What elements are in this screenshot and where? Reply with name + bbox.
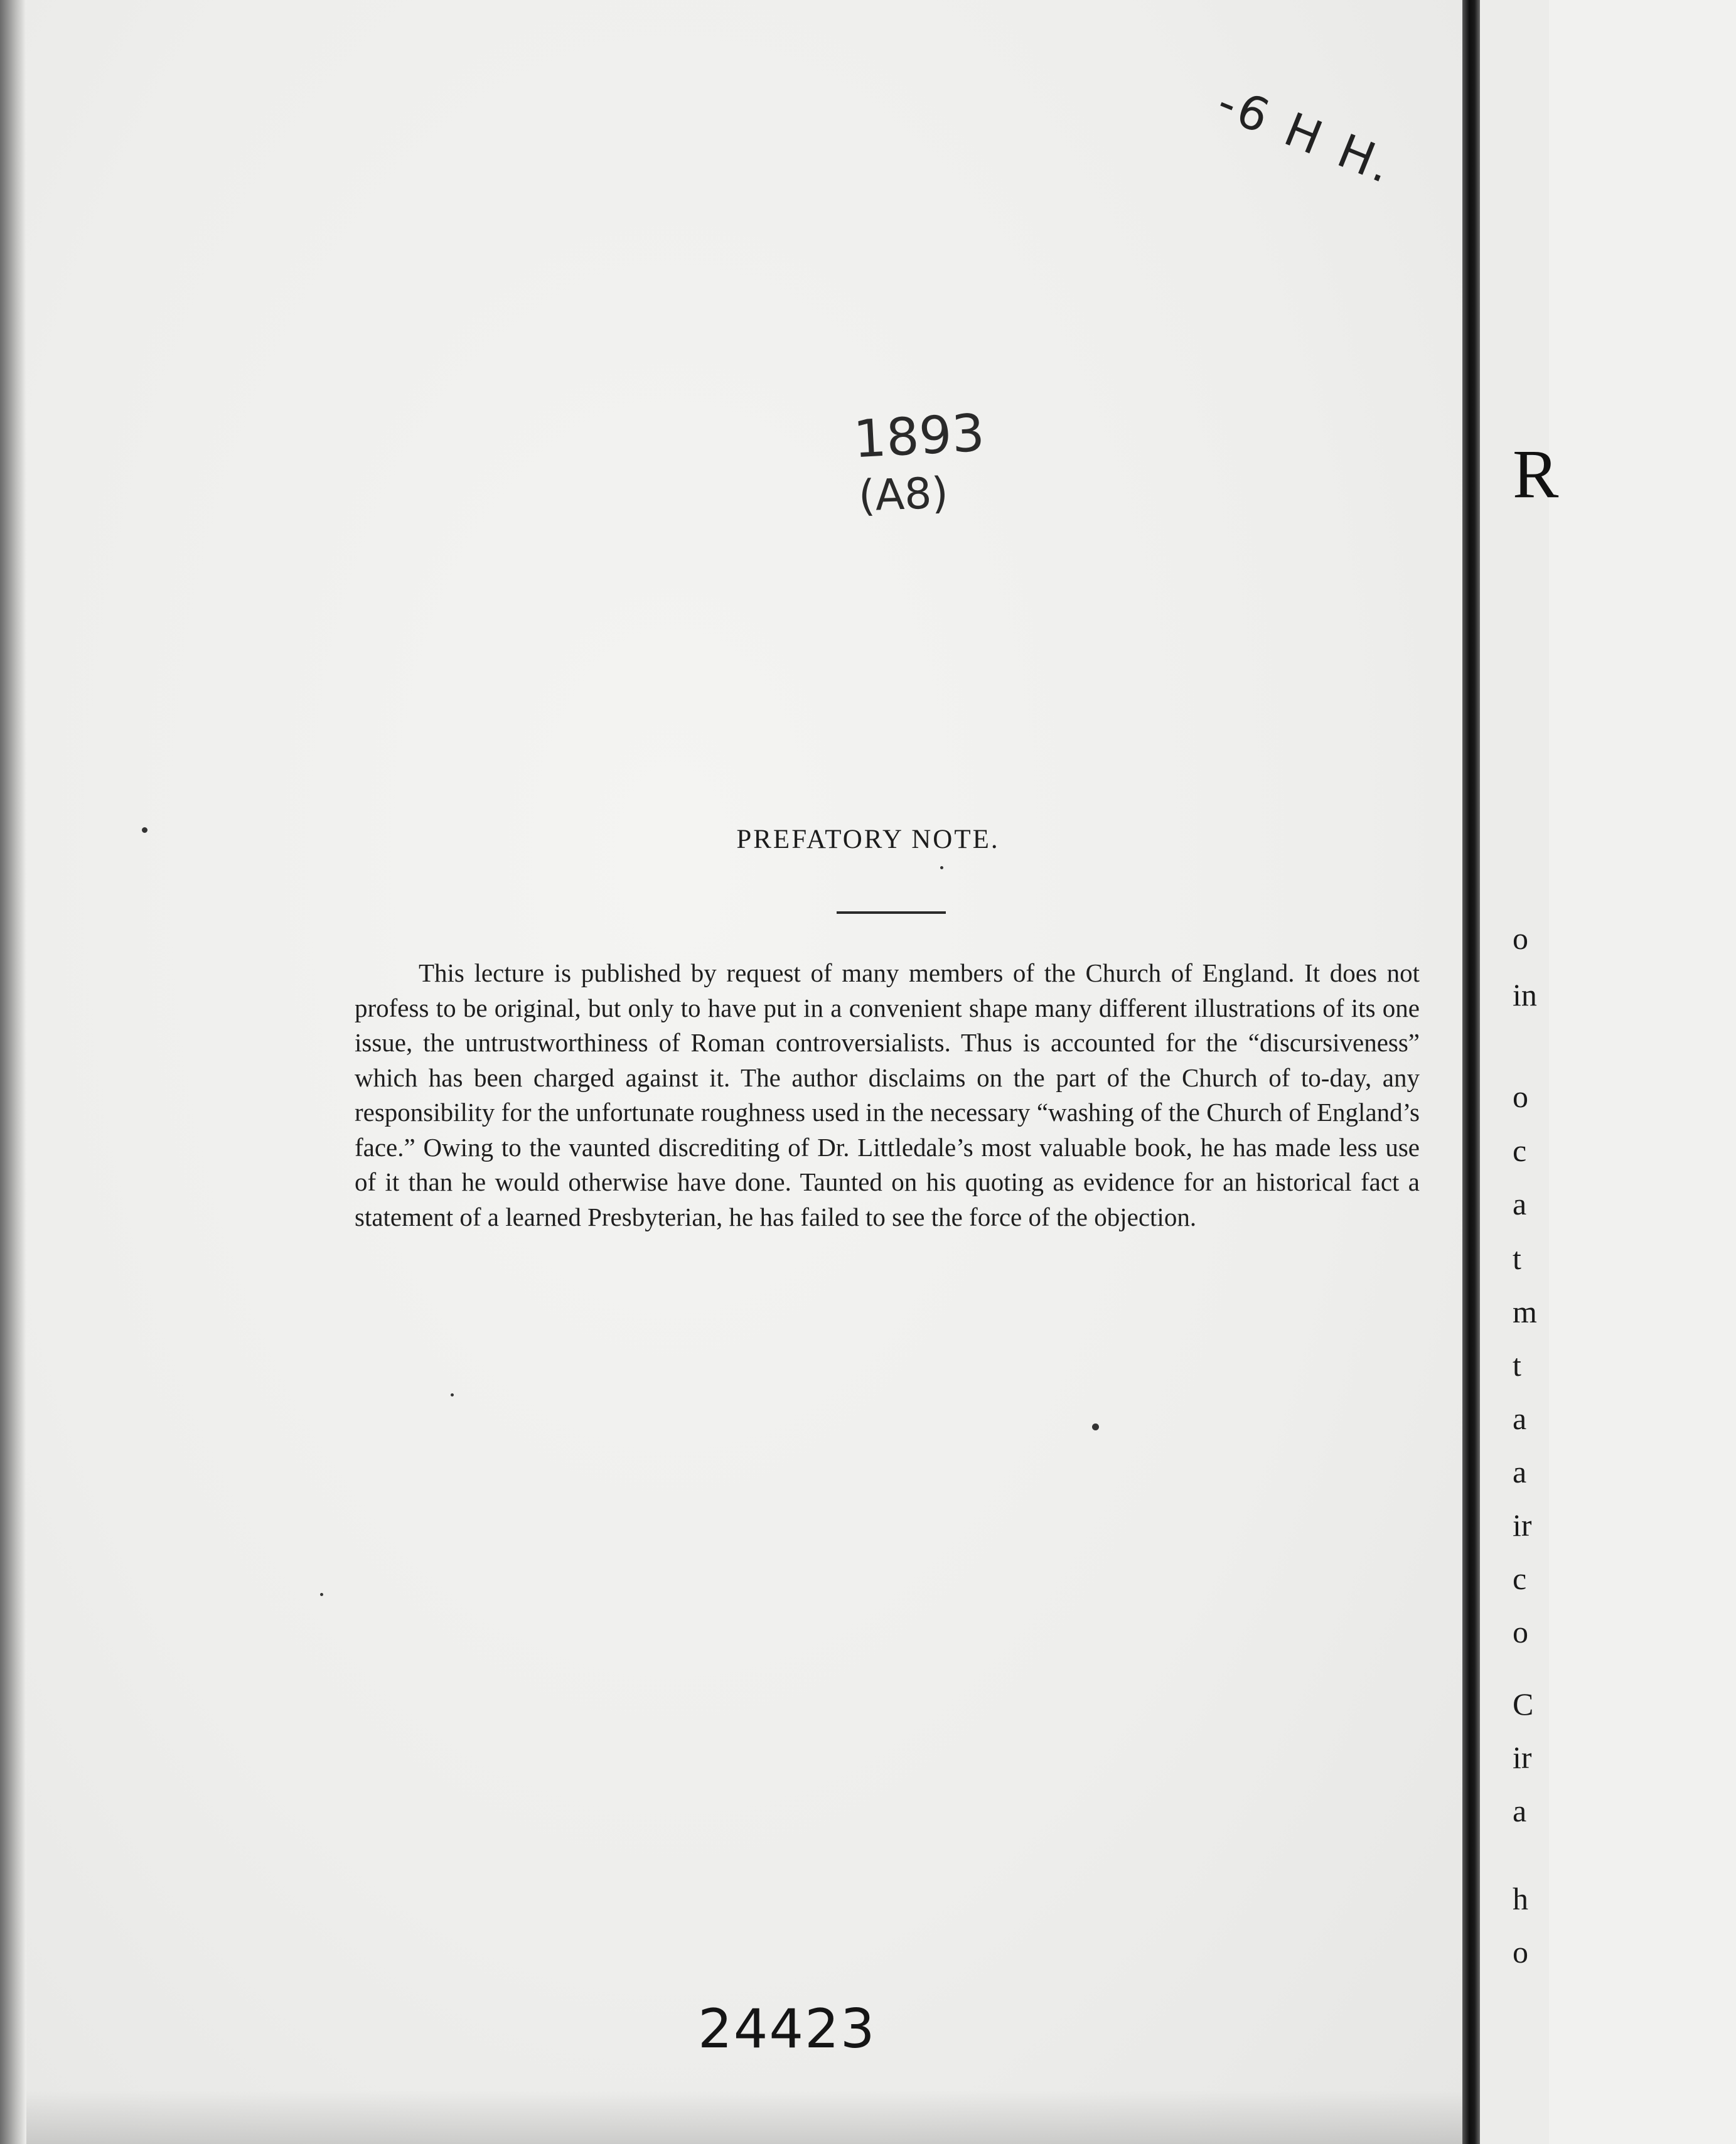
pencil-year-note: 1893 xyxy=(852,403,987,470)
scan-speck xyxy=(320,1593,323,1596)
next-page-line-fragment: a xyxy=(1513,1454,1527,1489)
next-page-line-fragment: a xyxy=(1513,1401,1527,1436)
title-rule xyxy=(837,911,946,914)
next-page-line-fragment: in xyxy=(1513,977,1537,1012)
next-page-line-fragment: h xyxy=(1513,1881,1528,1916)
scan-speck xyxy=(940,866,943,869)
next-page-line-fragment: ir xyxy=(1513,1508,1532,1543)
next-page-line-fragment: o xyxy=(1513,1079,1528,1114)
scan-speck xyxy=(451,1393,454,1396)
prefatory-note-title: PREFATORY NOTE. xyxy=(736,825,1000,854)
left-page-edge xyxy=(0,0,26,2144)
next-page-line-fragment: o xyxy=(1513,1614,1528,1649)
scan-speck xyxy=(142,827,147,833)
book-spine-gutter xyxy=(1462,0,1480,2144)
next-page-line-fragment: C xyxy=(1513,1686,1534,1722)
next-page-line-fragment: o xyxy=(1513,1934,1528,1970)
next-page-line-fragment: a xyxy=(1513,1793,1527,1828)
next-page-line-fragment: m xyxy=(1513,1294,1537,1329)
next-page-heading-letter: R xyxy=(1513,436,1559,512)
pencil-code-note: (A8) xyxy=(857,468,950,522)
next-page-line-fragment: ir xyxy=(1513,1740,1532,1775)
next-page-line-fragment: a xyxy=(1513,1186,1527,1221)
bottom-scan-shadow xyxy=(26,2090,1464,2144)
prefatory-note-paragraph: This lecture is published by request of many members of the Church of England. It does not profess to be original, but only to have put in a convenient shape many different illustrations of its one issue, the untrustworthiness of Roman controversialists. Thus is accounted for the “discursiveness” which has been charged against it. The author disclaims on the part of the Church of to-day, any responsibility for the unfortunate roughness used in the necessary “washing of the Church of England’s face.” Owing to the vaunted discrediting of Dr. Littledale’s most valuable book, he has made less use of it than he would otherwise have done. Taunted on his quoting as evidence for an historical fact a statement of a learned Presbyterian, he has failed to see the force of the objection. xyxy=(355,958,1420,1231)
next-page-line-fragment: c xyxy=(1513,1133,1527,1168)
next-page-line-fragment: c xyxy=(1513,1561,1527,1596)
next-page-line-fragment: o xyxy=(1513,921,1528,956)
next-page-line-fragment: t xyxy=(1513,1348,1521,1383)
margin-annotation: -6 H H. xyxy=(1209,75,1403,195)
next-page-line-fragment: t xyxy=(1513,1241,1521,1276)
scan-speck xyxy=(1092,1423,1099,1430)
stock-number: 24423 xyxy=(698,1998,876,2061)
